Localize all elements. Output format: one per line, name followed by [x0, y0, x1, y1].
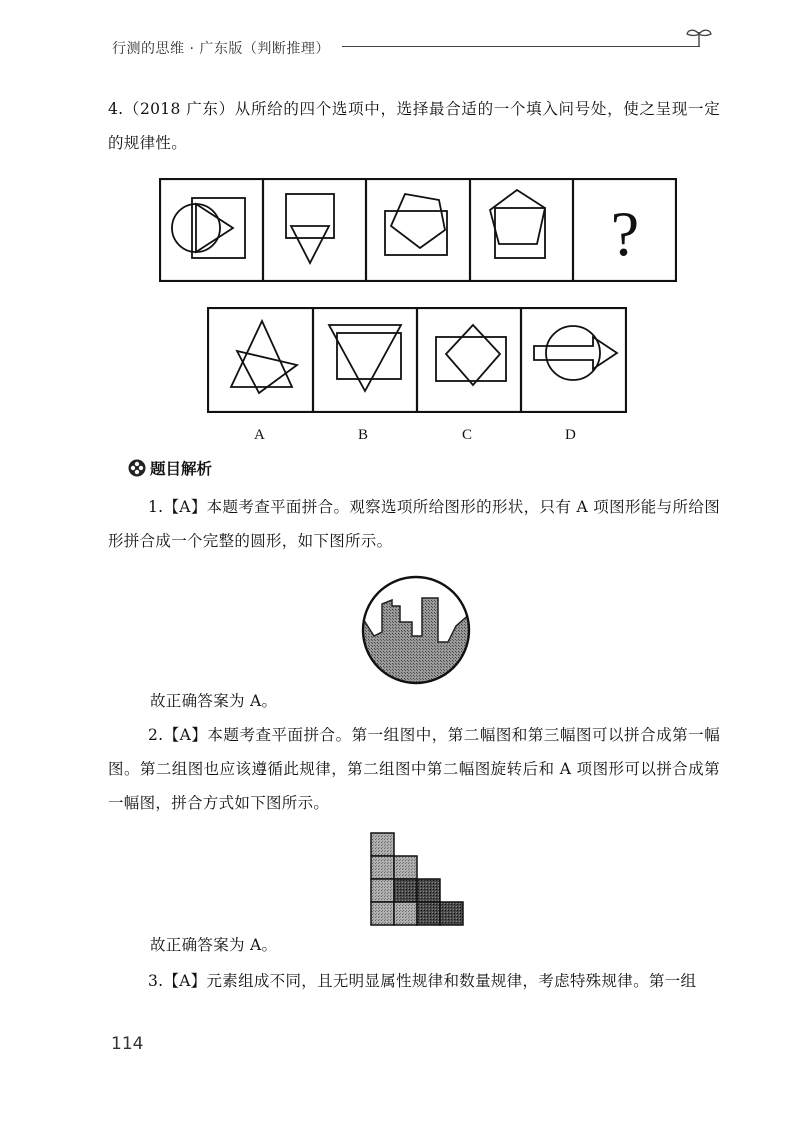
question-text: 4.（2018 广东）从所给的四个选项中，选择最合适的一个填入问号处，使之呈现一定的规律性。 — [108, 100, 720, 152]
block-staircase-figure — [370, 832, 466, 928]
question-panel-1 — [172, 198, 245, 258]
page-header — [112, 34, 712, 64]
analysis-title-text: 题目解析 — [150, 460, 213, 478]
option-label-c: C — [462, 427, 473, 443]
analysis-item-3: 3.【A】元素组成不同，且无明显属性规律和数量规律，考虑特殊规律。第一组 — [148, 972, 697, 990]
option-b-figure — [329, 325, 401, 391]
option-label-d: D — [565, 427, 576, 443]
option-d-figure — [534, 326, 617, 380]
header-rule — [342, 46, 700, 47]
page-number: 114 — [111, 1034, 144, 1054]
question-panel-4 — [490, 190, 545, 258]
question-mark: ? — [610, 198, 640, 269]
analysis-item-1: 1.【A】本题考查平面拼合。观察选项所给图形的形状，只有 A 项图形能与所给图形拼合成一个完整的圆形，如下图所示。 — [108, 498, 720, 550]
option-label-a: A — [254, 427, 265, 443]
circle-puzzle-figure — [360, 574, 472, 686]
analysis-item-2: 2.【A】本题考查平面拼合。第一组图中，第二幅图和第三幅图可以拼合成第一幅图。第二组图也应该遵循此规律，第二组图中第二幅图旋转后和 A 项图形可以拼合成第一幅图，拼合方式如下图所示。 — [108, 726, 720, 812]
header-title: 行测的思维 · 广东版（判断推理） — [112, 41, 330, 57]
analysis-title — [150, 457, 212, 479]
analysis-answer-1: 故正确答案为 A。 — [150, 692, 278, 710]
option-label-b: B — [358, 427, 369, 443]
analysis-flower-icon — [128, 459, 146, 477]
option-a-figure — [231, 321, 297, 393]
option-c-figure — [436, 325, 506, 385]
question-panel-3 — [385, 194, 447, 255]
sprout-icon — [684, 20, 714, 50]
options-figure-row — [207, 307, 627, 413]
analysis-answer-2: 故正确答案为 A。 — [150, 936, 278, 954]
question-figure-row — [159, 178, 677, 282]
question-panel-2 — [286, 194, 334, 263]
